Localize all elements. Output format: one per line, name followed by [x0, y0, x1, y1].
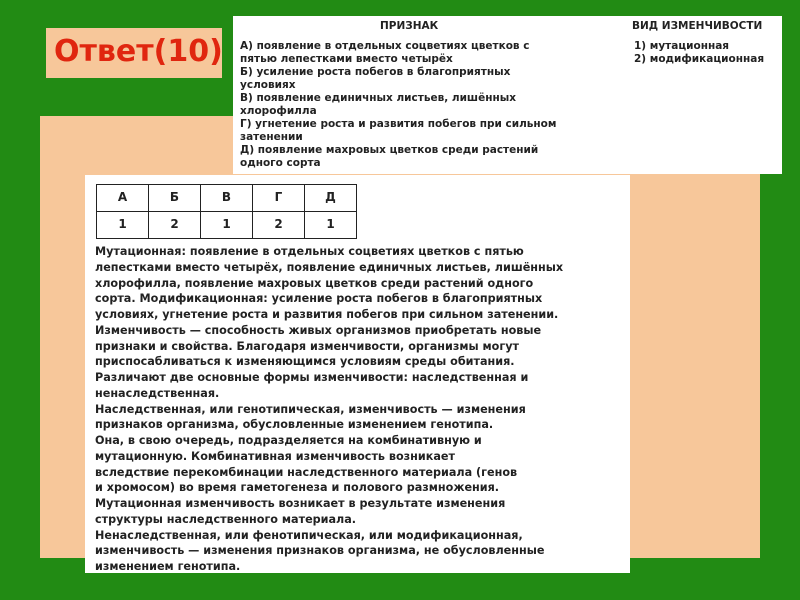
answer-letter-cell: А	[97, 185, 149, 212]
answer-letter-cell: Г	[253, 185, 305, 212]
answer-table-digits-row	[97, 212, 357, 239]
answer-digit-cell: 1	[97, 212, 149, 239]
explanation-line: вследствие перекомбинации наследственного материала (генов	[95, 465, 518, 479]
answer-table	[96, 184, 357, 239]
answer-digit-cell: 1	[201, 212, 253, 239]
answer-title: Ответ(10)	[54, 34, 223, 69]
criteria-type-header: ВИД ИЗМЕНЧИВОСТИ	[632, 20, 763, 32]
explanation-line: Она, в свою очередь, подразделяется на комбинативную и	[95, 434, 482, 447]
criteria-feature-header: ПРИЗНАК	[380, 20, 439, 32]
explanation-line: Наследственная, или генотипическая, изменчивость — изменения	[95, 402, 526, 416]
variability-type-item: 1) мутационная	[634, 40, 730, 52]
explanation-line: и хромосом) во время гаметогенеза и полового размножения.	[95, 481, 500, 495]
answer-digit-cell: 1	[305, 212, 357, 239]
explanation-line: мутационную. Комбинативная изменчивость возникает	[95, 449, 455, 463]
explanation-line: Изменчивость — способность живых организмов приобретать новые	[95, 323, 542, 337]
answer-document	[85, 175, 630, 573]
answer-table-letters-row	[97, 185, 357, 212]
variability-types-list	[634, 40, 764, 66]
criteria-item: В) появление единичных листьев, лишённых хлорофилла	[240, 92, 516, 117]
explanation-text	[95, 244, 635, 575]
criteria-item: Б) усиление роста побегов в благоприятных условиях	[240, 66, 511, 91]
answer-digit-cell: 2	[253, 212, 305, 239]
criteria-list	[240, 40, 570, 170]
explanation-line: Мутационная изменчивость возникает в результате изменения	[95, 497, 506, 510]
criteria-item: Г) угнетение роста и развития побегов при сильном затенении	[240, 118, 557, 143]
explanation-line: Различают две основные формы изменчивости: наследственная и	[95, 371, 529, 384]
explanation-line: лепестками вместо четырёх, появление единичных листьев, лишённых	[95, 260, 564, 274]
explanation-line: признаков организма, обусловленные изменением генотипа.	[95, 418, 494, 432]
explanation-line: приспосабливаться к изменяющимся условиям среды обитания.	[95, 355, 515, 369]
explanation-line: структуры наследственного материала.	[95, 512, 357, 526]
answer-letter-cell: Б	[149, 185, 201, 212]
explanation-line: Ненаследственная, или фенотипическая, или модификационная,	[95, 528, 523, 542]
explanation-line: изменчивость — изменения признаков организма, не обусловленные	[95, 544, 545, 558]
answer-digit-cell: 2	[149, 212, 201, 239]
explanation-line: условиях, угнетение роста и развития побегов при сильном затенении.	[95, 308, 559, 321]
explanation-line: ненаследственная.	[95, 386, 220, 400]
answer-letter-cell: Д	[305, 185, 357, 212]
explanation-line: хлорофилла, появление махровых цветков среди растений одного	[95, 276, 534, 290]
explanation-line: изменением генотипа.	[95, 560, 241, 573]
explanation-line: Мутационная: появление в отдельных соцветиях цветков с пятью	[95, 245, 524, 258]
explanation-line: признаки и свойства. Благодаря изменчивости, организмы могут	[95, 339, 519, 353]
criteria-item: Д) появление махровых цветков среди растений одного сорта	[240, 144, 539, 169]
criteria-item: А) появление в отдельных соцветиях цветков с пятью лепестками вместо четырёх	[240, 40, 530, 65]
variability-type-item: 2) модификационная	[634, 53, 765, 65]
criteria-card	[233, 16, 782, 174]
explanation-line: сорта. Модификационная: усиление роста побегов в благоприятных	[95, 292, 543, 306]
answer-letter-cell: В	[201, 185, 253, 212]
